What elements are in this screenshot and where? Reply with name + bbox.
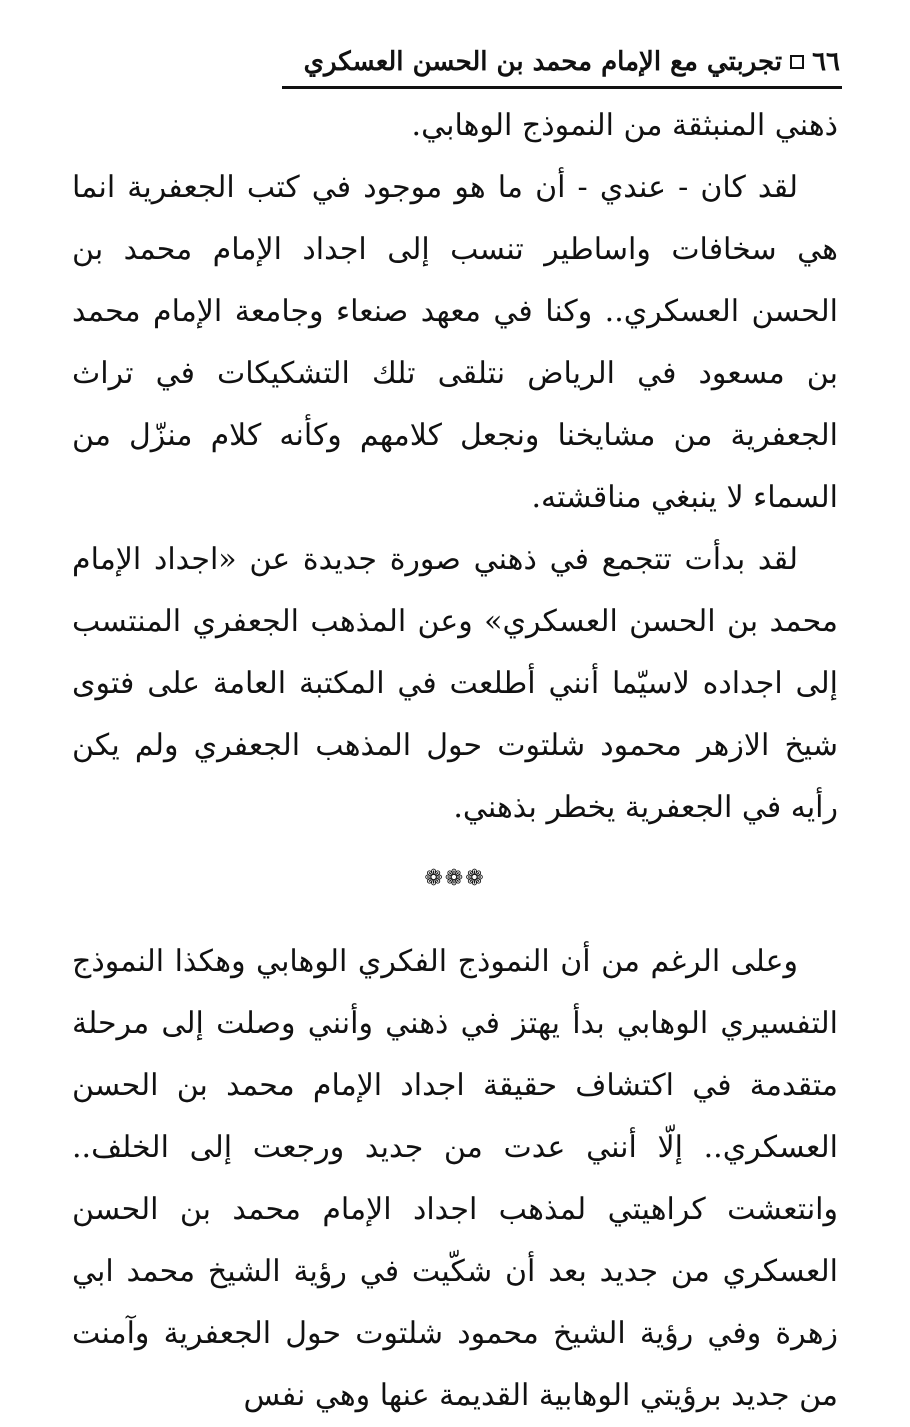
body-text (72, 95, 838, 1427)
section-separator: ❁❁❁ (424, 866, 486, 891)
paragraph-1: ذهني المنبثقة من النموذج الوهابي. (411, 108, 838, 143)
page-number: ٦٦ (812, 47, 840, 77)
square-icon (790, 55, 804, 69)
header-rule (282, 86, 842, 89)
running-header (290, 40, 840, 84)
paragraph-3: لقد بدأت تتجمع في ذهني صورة جديدة عن «اجداد الإمام محمد بن الحسن العسكري» وعن المذهب الجعفري المنتسب إلى اجداده لاسيّما أنني أطلعت في المكتبة العامة على فتوى شيخ الازهر محمود شلتوت حول المذهب الجعفري ولم يكن رأيه في الجعفرية يخطر بذهني. (72, 542, 838, 825)
paragraph-4: وعلى الرغم من أن النموذج الفكري الوهابي وهكذا النموذج التفسيري الوهابي بدأ يهتز في ذهني وأنني وصلت إلى مرحلة متقدمة في اكتشاف حقيقة اجداد الإمام محمد بن الحسن العسكري.. إلّا أنني عدت من جديد ورجعت إلى الخلف.. وانتعشت كراهيتي لمذهب اجداد الإمام محمد بن الحسن العسكري من جديد بعد أن شكّيت في رؤية الشيخ محمد ابي زهرة وفي رؤية الشيخ محمود شلتوت حول الجعفرية وآمنت من جديد برؤيتي الوهابية القديمة عنها وهي نفس (72, 944, 838, 1413)
header-title: تجربتي مع الإمام محمد بن الحسن العسكري (303, 47, 783, 77)
paragraph-2: لقد كان - عندي - أن ما هو موجود في كتب الجعفرية انما هي سخافات واساطير تنسب إلى اجداد الإمام محمد بن الحسن العسكري.. وكنا في معهد صنعاء وجامعة الإمام محمد بن مسعود في الرياض نتلقى تلك التشكيكات في تراث الجعفرية من مشايخنا ونجعل كلامهم وكأنه كلام منزّل من السماء لا ينبغي مناقشته. (72, 170, 838, 515)
